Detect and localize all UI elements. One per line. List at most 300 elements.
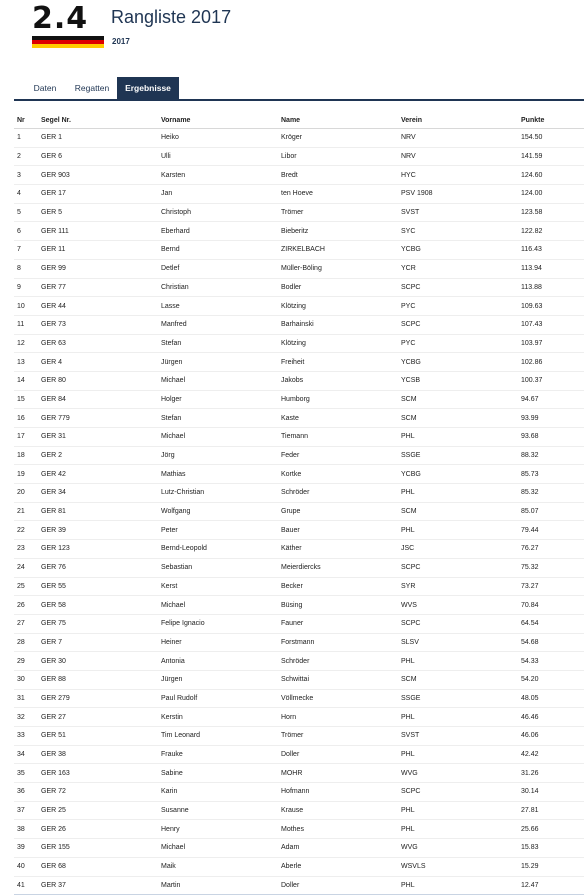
cell-punkte: 70.84	[521, 596, 584, 615]
cell-name: Doller	[281, 745, 401, 764]
cell-punkte: 15.29	[521, 857, 584, 876]
cell-verein: YCSB	[401, 371, 521, 390]
cell-vorname: Sebastian	[161, 558, 281, 577]
cell-segel-nr: GER 84	[41, 390, 161, 409]
cell-vorname: Kerstin	[161, 708, 281, 727]
cell-vorname: Stefan	[161, 409, 281, 428]
cell-verein: YCBG	[401, 241, 521, 260]
cell-punkte: 30.14	[521, 783, 584, 802]
page-header	[0, 0, 584, 60]
cell-punkte: 107.43	[521, 315, 584, 334]
cell-nr: 25	[14, 577, 41, 596]
cell-verein: WVG	[401, 764, 521, 783]
cell-vorname: Heiner	[161, 633, 281, 652]
cell-segel-nr: GER 68	[41, 857, 161, 876]
cell-vorname: Peter	[161, 521, 281, 540]
cell-punkte: 15.83	[521, 839, 584, 858]
cell-verein: PHL	[401, 428, 521, 447]
cell-segel-nr: GER 17	[41, 185, 161, 204]
cell-punkte: 154.50	[521, 129, 584, 148]
german-flag-stripe	[32, 36, 104, 48]
cell-segel-nr: GER 51	[41, 727, 161, 746]
cell-nr: 30	[14, 670, 41, 689]
cell-verein: PHL	[401, 521, 521, 540]
cell-punkte: 75.32	[521, 558, 584, 577]
cell-nr: 9	[14, 278, 41, 297]
cell-punkte: 124.00	[521, 185, 584, 204]
cell-nr: 5	[14, 203, 41, 222]
cell-vorname: Jürgen	[161, 353, 281, 372]
cell-segel-nr: GER 39	[41, 521, 161, 540]
flag-stripe-gold	[32, 44, 104, 48]
table-row[interactable]	[14, 166, 584, 185]
cell-vorname: Michael	[161, 596, 281, 615]
cell-nr: 13	[14, 353, 41, 372]
table-row[interactable]	[14, 727, 584, 746]
cell-verein: PHL	[401, 876, 521, 895]
cell-punkte: 54.20	[521, 670, 584, 689]
cell-vorname: Manfred	[161, 315, 281, 334]
page-subtitle: 2017	[112, 37, 130, 46]
cell-name: Meierdiercks	[281, 558, 401, 577]
cell-nr: 26	[14, 596, 41, 615]
cell-nr: 24	[14, 558, 41, 577]
table-row[interactable]	[14, 390, 584, 409]
cell-vorname: Sabine	[161, 764, 281, 783]
cell-punkte: 85.07	[521, 502, 584, 521]
cell-segel-nr: GER 31	[41, 428, 161, 447]
cell-verein: PHL	[401, 801, 521, 820]
cell-punkte: 100.37	[521, 371, 584, 390]
cell-nr: 10	[14, 297, 41, 316]
table-row[interactable]	[14, 745, 584, 764]
results-table	[14, 112, 584, 895]
cell-name: ten Hoeve	[281, 185, 401, 204]
cell-verein: NRV	[401, 147, 521, 166]
cell-vorname: Karsten	[161, 166, 281, 185]
table-row[interactable]	[14, 409, 584, 428]
table-row[interactable]	[14, 297, 584, 316]
table-row[interactable]	[14, 670, 584, 689]
cell-punkte: 46.46	[521, 708, 584, 727]
cell-punkte: 123.58	[521, 203, 584, 222]
cell-nr: 28	[14, 633, 41, 652]
cell-vorname: Kerst	[161, 577, 281, 596]
cell-nr: 14	[14, 371, 41, 390]
cell-punkte: 54.33	[521, 652, 584, 671]
cell-vorname: Maik	[161, 857, 281, 876]
cell-verein: SCM	[401, 390, 521, 409]
cell-segel-nr: GER 44	[41, 297, 161, 316]
cell-punkte: 85.32	[521, 484, 584, 503]
cell-name: Tiemann	[281, 428, 401, 447]
class-logo	[32, 1, 106, 46]
table-row[interactable]	[14, 577, 584, 596]
cell-name: Forstmann	[281, 633, 401, 652]
table-row[interactable]	[14, 689, 584, 708]
cell-segel-nr: GER 75	[41, 614, 161, 633]
cell-name: Jakobs	[281, 371, 401, 390]
cell-nr: 39	[14, 839, 41, 858]
column-header-punkte[interactable]: Punkte	[521, 112, 584, 129]
cell-name: Klötzing	[281, 334, 401, 353]
cell-name: Adam	[281, 839, 401, 858]
cell-segel-nr: GER 81	[41, 502, 161, 521]
cell-vorname: Lutz-Christian	[161, 484, 281, 503]
table-row[interactable]	[14, 764, 584, 783]
cell-segel-nr: GER 25	[41, 801, 161, 820]
cell-punkte: 102.86	[521, 353, 584, 372]
cell-vorname: Henry	[161, 820, 281, 839]
cell-verein: PHL	[401, 708, 521, 727]
cell-vorname: Detlef	[161, 259, 281, 278]
cell-segel-nr: GER 4	[41, 353, 161, 372]
cell-verein: WSVLS	[401, 857, 521, 876]
cell-verein: SCPC	[401, 558, 521, 577]
table-row[interactable]	[14, 596, 584, 615]
cell-verein: PHL	[401, 820, 521, 839]
cell-punkte: 76.27	[521, 540, 584, 559]
cell-nr: 20	[14, 484, 41, 503]
cell-punkte: 42.42	[521, 745, 584, 764]
table-row[interactable]	[14, 633, 584, 652]
table-row[interactable]	[14, 783, 584, 802]
cell-segel-nr: GER 77	[41, 278, 161, 297]
cell-vorname: Ulli	[161, 147, 281, 166]
cell-name: Humborg	[281, 390, 401, 409]
cell-punkte: 109.63	[521, 297, 584, 316]
cell-punkte: 94.67	[521, 390, 584, 409]
cell-verein: JSC	[401, 540, 521, 559]
cell-segel-nr: GER 76	[41, 558, 161, 577]
cell-name: Trömer	[281, 203, 401, 222]
cell-verein: SCPC	[401, 783, 521, 802]
cell-punkte: 73.27	[521, 577, 584, 596]
cell-nr: 29	[14, 652, 41, 671]
table-row[interactable]	[14, 222, 584, 241]
cell-nr: 11	[14, 315, 41, 334]
cell-nr: 3	[14, 166, 41, 185]
cell-vorname: Michael	[161, 839, 281, 858]
cell-verein: WVS	[401, 596, 521, 615]
table-row[interactable]	[14, 428, 584, 447]
cell-segel-nr: GER 37	[41, 876, 161, 895]
cell-verein: SYC	[401, 222, 521, 241]
cell-nr: 21	[14, 502, 41, 521]
cell-name: Trömer	[281, 727, 401, 746]
cell-vorname: Michael	[161, 428, 281, 447]
cell-nr: 35	[14, 764, 41, 783]
cell-name: Barhainski	[281, 315, 401, 334]
cell-verein: SVST	[401, 203, 521, 222]
cell-nr: 33	[14, 727, 41, 746]
tab-bar	[14, 77, 584, 101]
cell-punkte: 31.26	[521, 764, 584, 783]
cell-verein: SCPC	[401, 315, 521, 334]
cell-name: Becker	[281, 577, 401, 596]
tab-regatten[interactable]: Regatten	[74, 83, 110, 93]
cell-segel-nr: GER 779	[41, 409, 161, 428]
tab-ergebnisse[interactable]: Ergebnisse	[117, 77, 179, 99]
cell-vorname: Jürgen	[161, 670, 281, 689]
table-row[interactable]	[14, 801, 584, 820]
cell-vorname: Stefan	[161, 334, 281, 353]
cell-vorname: Bernd-Leopold	[161, 540, 281, 559]
cell-name: Bauer	[281, 521, 401, 540]
table-row[interactable]	[14, 315, 584, 334]
cell-name: Bredt	[281, 166, 401, 185]
cell-vorname: Eberhard	[161, 222, 281, 241]
cell-punkte: 116.43	[521, 241, 584, 260]
cell-verein: SCPC	[401, 614, 521, 633]
table-row[interactable]	[14, 241, 584, 260]
tab-daten[interactable]: Daten	[33, 83, 57, 93]
table-row[interactable]	[14, 857, 584, 876]
cell-name: Kröger	[281, 129, 401, 148]
cell-name: Doller	[281, 876, 401, 895]
cell-punkte: 93.68	[521, 428, 584, 447]
cell-verein: PHL	[401, 484, 521, 503]
cell-name: Bodler	[281, 278, 401, 297]
table-row[interactable]	[14, 614, 584, 633]
cell-verein: SSGE	[401, 446, 521, 465]
cell-name: Müller-Böling	[281, 259, 401, 278]
cell-segel-nr: GER 5	[41, 203, 161, 222]
cell-nr: 36	[14, 783, 41, 802]
cell-vorname: Frauke	[161, 745, 281, 764]
cell-verein: SCPC	[401, 278, 521, 297]
column-header-segel-nr[interactable]: Segel Nr.	[41, 112, 161, 129]
cell-segel-nr: GER 30	[41, 652, 161, 671]
cell-segel-nr: GER 11	[41, 241, 161, 260]
cell-nr: 37	[14, 801, 41, 820]
cell-segel-nr: GER 38	[41, 745, 161, 764]
cell-nr: 8	[14, 259, 41, 278]
cell-segel-nr: GER 111	[41, 222, 161, 241]
cell-segel-nr: GER 58	[41, 596, 161, 615]
page-title: Rangliste 2017	[111, 7, 232, 27]
cell-vorname: Jan	[161, 185, 281, 204]
cell-punkte: 27.81	[521, 801, 584, 820]
cell-punkte: 54.68	[521, 633, 584, 652]
cell-vorname: Susanne	[161, 801, 281, 820]
cell-nr: 4	[14, 185, 41, 204]
cell-name: Käther	[281, 540, 401, 559]
table-row[interactable]	[14, 839, 584, 858]
cell-nr: 40	[14, 857, 41, 876]
cell-nr: 23	[14, 540, 41, 559]
cell-segel-nr: GER 80	[41, 371, 161, 390]
table-row[interactable]	[14, 353, 584, 372]
table-row[interactable]	[14, 521, 584, 540]
cell-name: Aberle	[281, 857, 401, 876]
cell-name: Schröder	[281, 484, 401, 503]
cell-name: Horn	[281, 708, 401, 727]
cell-segel-nr: GER 903	[41, 166, 161, 185]
cell-verein: PYC	[401, 297, 521, 316]
cell-name: Mothes	[281, 820, 401, 839]
cell-name: Libor	[281, 147, 401, 166]
column-header-verein[interactable]: Verein	[401, 112, 521, 129]
cell-segel-nr: GER 163	[41, 764, 161, 783]
table-row[interactable]	[14, 502, 584, 521]
cell-segel-nr: GER 73	[41, 315, 161, 334]
cell-vorname: Karin	[161, 783, 281, 802]
cell-name: Grupe	[281, 502, 401, 521]
cell-punkte: 46.06	[521, 727, 584, 746]
cell-verein: PHL	[401, 745, 521, 764]
cell-nr: 15	[14, 390, 41, 409]
cell-verein: SVST	[401, 727, 521, 746]
cell-name: Büsing	[281, 596, 401, 615]
cell-vorname: Christian	[161, 278, 281, 297]
table-row[interactable]	[14, 484, 584, 503]
cell-vorname: Mathias	[161, 465, 281, 484]
cell-verein: SCM	[401, 409, 521, 428]
cell-vorname: Holger	[161, 390, 281, 409]
table-row[interactable]	[14, 185, 584, 204]
cell-segel-nr: GER 155	[41, 839, 161, 858]
table-row[interactable]	[14, 820, 584, 839]
cell-nr: 1	[14, 129, 41, 148]
cell-verein: SCM	[401, 670, 521, 689]
table-row[interactable]	[14, 203, 584, 222]
cell-name: MOHR	[281, 764, 401, 783]
cell-vorname: Christoph	[161, 203, 281, 222]
cell-segel-nr: GER 42	[41, 465, 161, 484]
cell-segel-nr: GER 88	[41, 670, 161, 689]
cell-name: Schwittai	[281, 670, 401, 689]
cell-name: Bieberitz	[281, 222, 401, 241]
cell-segel-nr: GER 99	[41, 259, 161, 278]
cell-vorname: Felipe Ignacio	[161, 614, 281, 633]
table-row[interactable]	[14, 278, 584, 297]
cell-nr: 19	[14, 465, 41, 484]
cell-name: Feder	[281, 446, 401, 465]
cell-verein: WVG	[401, 839, 521, 858]
cell-name: Freiheit	[281, 353, 401, 372]
cell-vorname: Paul Rudolf	[161, 689, 281, 708]
table-row[interactable]	[14, 446, 584, 465]
cell-nr: 17	[14, 428, 41, 447]
cell-vorname: Antonia	[161, 652, 281, 671]
cell-punkte: 79.44	[521, 521, 584, 540]
table-row[interactable]	[14, 259, 584, 278]
table-row[interactable]	[14, 558, 584, 577]
table-header-row	[14, 112, 584, 129]
cell-vorname: Jörg	[161, 446, 281, 465]
cell-segel-nr: GER 26	[41, 820, 161, 839]
cell-punkte: 48.05	[521, 689, 584, 708]
cell-verein: YCBG	[401, 353, 521, 372]
cell-verein: NRV	[401, 129, 521, 148]
cell-verein: YCBG	[401, 465, 521, 484]
cell-verein: SYR	[401, 577, 521, 596]
cell-nr: 22	[14, 521, 41, 540]
cell-segel-nr: GER 123	[41, 540, 161, 559]
cell-nr: 6	[14, 222, 41, 241]
cell-verein: PSV 1908	[401, 185, 521, 204]
cell-name: Kortke	[281, 465, 401, 484]
cell-segel-nr: GER 27	[41, 708, 161, 727]
cell-name: Völlmecke	[281, 689, 401, 708]
cell-segel-nr: GER 6	[41, 147, 161, 166]
cell-punkte: 93.99	[521, 409, 584, 428]
cell-verein: YCR	[401, 259, 521, 278]
cell-name: ZIRKELBACH	[281, 241, 401, 260]
cell-segel-nr: GER 72	[41, 783, 161, 802]
table-row[interactable]	[14, 540, 584, 559]
cell-name: Fauner	[281, 614, 401, 633]
table-row[interactable]	[14, 147, 584, 166]
cell-vorname: Wolfgang	[161, 502, 281, 521]
logo-digits: 2.4	[32, 1, 89, 36]
cell-name: Krause	[281, 801, 401, 820]
cell-vorname: Martin	[161, 876, 281, 895]
cell-punkte: 103.97	[521, 334, 584, 353]
cell-verein: SCM	[401, 502, 521, 521]
cell-punkte: 122.82	[521, 222, 584, 241]
cell-punkte: 141.59	[521, 147, 584, 166]
cell-nr: 38	[14, 820, 41, 839]
cell-verein: SLSV	[401, 633, 521, 652]
cell-nr: 32	[14, 708, 41, 727]
column-header-nr[interactable]: Nr	[14, 112, 41, 129]
cell-verein: SSGE	[401, 689, 521, 708]
cell-segel-nr: GER 2	[41, 446, 161, 465]
table-row[interactable]	[14, 334, 584, 353]
cell-nr: 16	[14, 409, 41, 428]
cell-name: Hofmann	[281, 783, 401, 802]
table-row[interactable]	[14, 371, 584, 390]
cell-nr: 12	[14, 334, 41, 353]
cell-verein: PYC	[401, 334, 521, 353]
table-row[interactable]	[14, 465, 584, 484]
cell-nr: 31	[14, 689, 41, 708]
cell-nr: 18	[14, 446, 41, 465]
cell-nr: 27	[14, 614, 41, 633]
cell-vorname: Michael	[161, 371, 281, 390]
cell-name: Schröder	[281, 652, 401, 671]
cell-nr: 2	[14, 147, 41, 166]
table-row[interactable]	[14, 876, 584, 895]
cell-vorname: Lasse	[161, 297, 281, 316]
cell-verein: HYC	[401, 166, 521, 185]
results-table-body	[14, 129, 584, 895]
cell-punkte: 124.60	[521, 166, 584, 185]
cell-vorname: Bernd	[161, 241, 281, 260]
cell-nr: 34	[14, 745, 41, 764]
cell-punkte: 85.73	[521, 465, 584, 484]
cell-verein: PHL	[401, 652, 521, 671]
cell-punkte: 64.54	[521, 614, 584, 633]
column-header-vorname[interactable]: Vorname	[161, 112, 281, 129]
cell-name: Klötzing	[281, 297, 401, 316]
table-row[interactable]	[14, 129, 584, 148]
cell-segel-nr: GER 55	[41, 577, 161, 596]
cell-segel-nr: GER 34	[41, 484, 161, 503]
cell-punkte: 113.94	[521, 259, 584, 278]
cell-punkte: 12.47	[521, 876, 584, 895]
cell-segel-nr: GER 7	[41, 633, 161, 652]
column-header-name[interactable]: Name	[281, 112, 401, 129]
cell-vorname: Heiko	[161, 129, 281, 148]
table-row[interactable]	[14, 652, 584, 671]
cell-punkte: 113.88	[521, 278, 584, 297]
table-row[interactable]	[14, 708, 584, 727]
cell-segel-nr: GER 1	[41, 129, 161, 148]
cell-vorname: Tim Leonard	[161, 727, 281, 746]
